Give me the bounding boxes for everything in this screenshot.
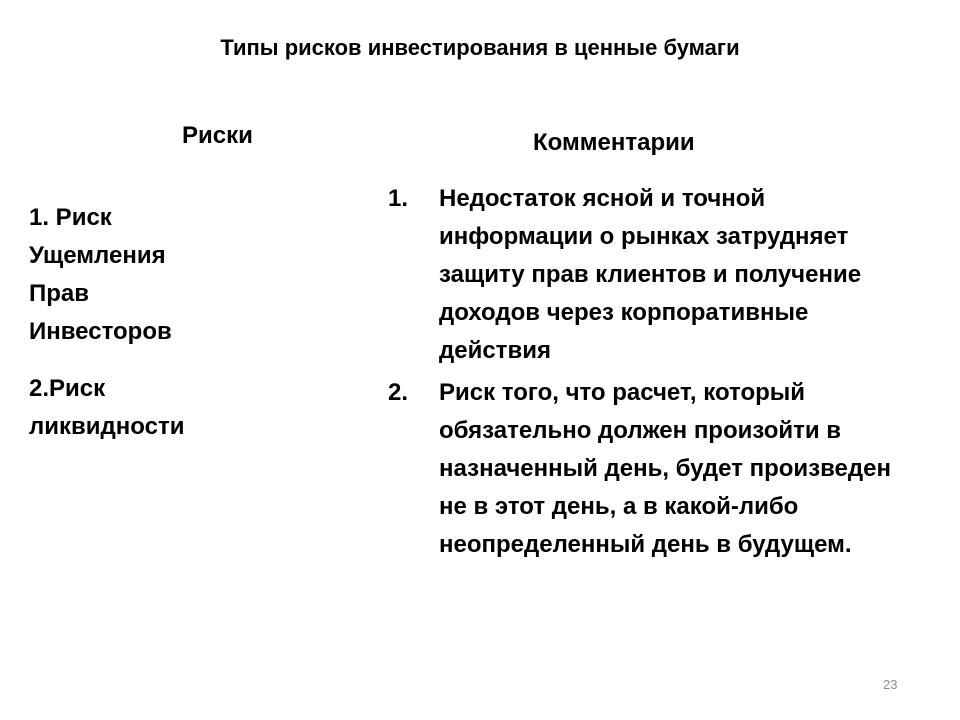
comment-text: Риск того, что расчет, который обязательно должен произойти в назначенный день, будет произведен не в этот день, а в какой-либо неопределенный день в будущем. [439, 379, 891, 558]
risk-item-infringement: 1. Риск Ущемления Прав Инвесторов [29, 204, 172, 345]
risk-item-liquidity: 2.Риск ликвидности [29, 375, 185, 440]
comment-item-1 [388, 180, 908, 370]
page-number: 23 [883, 677, 898, 692]
comments-list [388, 180, 908, 568]
risks-list [29, 199, 329, 465]
comment-text: Недостаток ясной и точной информации о рынках затрудняет защиту прав клиентов и получение доходов через корпоративные действия [439, 185, 862, 364]
comments-column-header: Комментарии [533, 129, 695, 156]
slide-title: Типы рисков инвестирования в ценные бумаги [220, 35, 740, 60]
comment-number: 1. [388, 185, 409, 212]
risks-column-header: Риски [182, 122, 253, 149]
comment-number: 2. [388, 379, 409, 406]
comment-item-2 [388, 374, 908, 564]
